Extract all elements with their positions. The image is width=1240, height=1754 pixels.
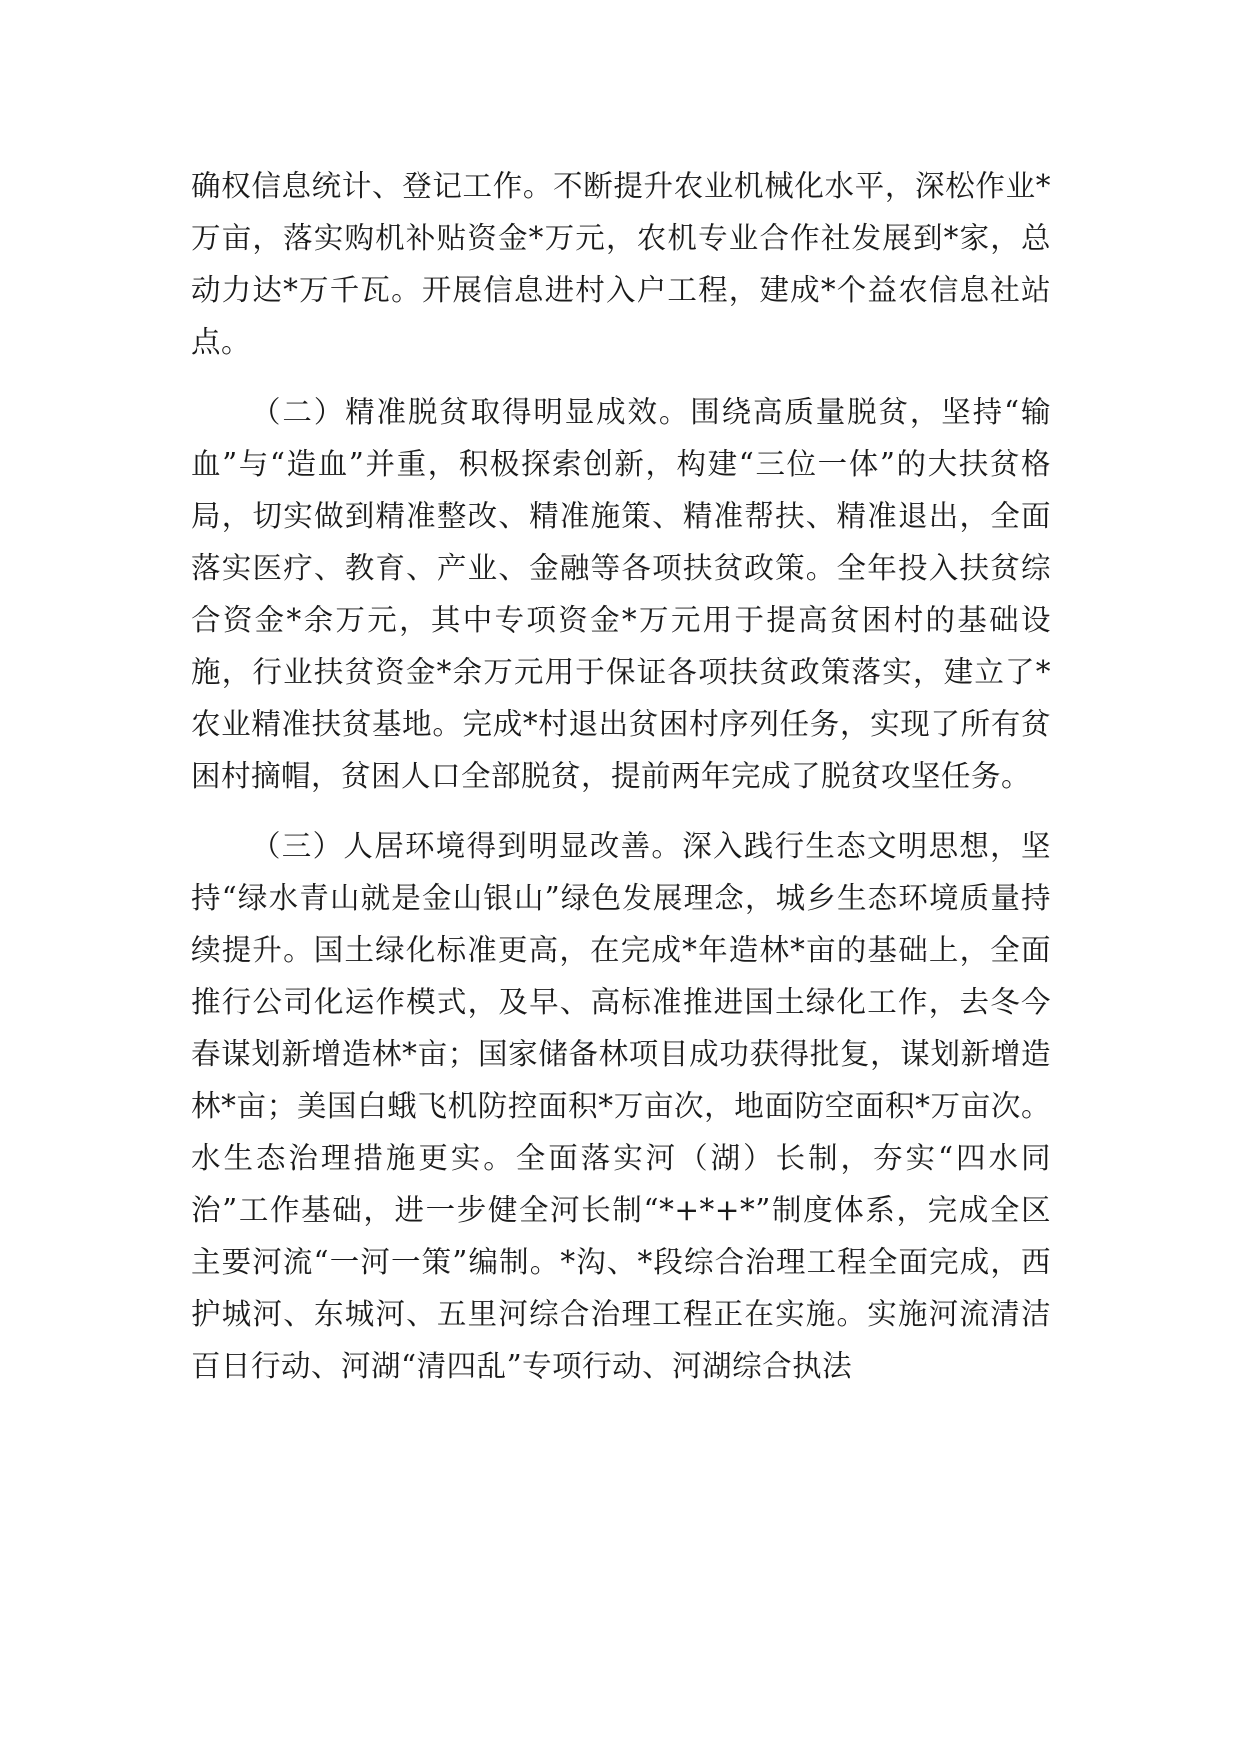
document-body [191, 160, 1051, 1392]
paragraph-precise-poverty-alleviation: （二）精准脱贫取得明显成效。围绕高质量脱贫，坚持“输血”与“造血”并重，积极探索创新，构建“三位一体”的大扶贫格局，切实做到精准整改、精准施策、精准帮扶、精准退出，全面落实医疗、教育、产业、金融等各项扶贫政策。全年投入扶贫综合资金*余万元，其中专项资金*万元用于提高贫困村的基础设施，行业扶贫资金*余万元用于保证各项扶贫政策落实，建立了*农业精准扶贫基地。完成*村退出贫困村序列任务，实现了所有贫困村摘帽，贫困人口全部脱贫，提前两年完成了脱贫攻坚任务。 [191, 395, 1051, 793]
paragraph-living-environment: （三）人居环境得到明显改善。深入践行生态文明思想，坚持“绿水青山就是金山银山”绿色发展理念，城乡生态环境质量持续提升。国土绿化标准更高，在完成*年造林*亩的基础上，全面推行公司化运作模式，及早、高标准推进国土绿化工作，去冬今春谋划新增造林*亩；国家储备林项目成功获得批复，谋划新增造林*亩；美国白蛾飞机防控面积*万亩次，地面防空面积*万亩次。水生态治理措施更实。全面落实河（湖）长制，夯实“四水同治”工作基础，进一步健全河长制“*+*+*”制度体系，完成全区主要河流“一河一策”编制。*沟、*段综合治理工程全面完成，西护城河、东城河、五里河综合治理工程正在实施。实施河流清洁百日行动、河湖“清四乱”专项行动、河湖综合执法 [191, 829, 1051, 1383]
paragraph-continuation: 确权信息统计、登记工作。不断提升农业机械化水平，深松作业*万亩，落实购机补贴资金*万元，农机专业合作社发展到*家，总动力达*万千瓦。开展信息进村入户工程，建成*个益农信息社站点。 [191, 169, 1051, 359]
